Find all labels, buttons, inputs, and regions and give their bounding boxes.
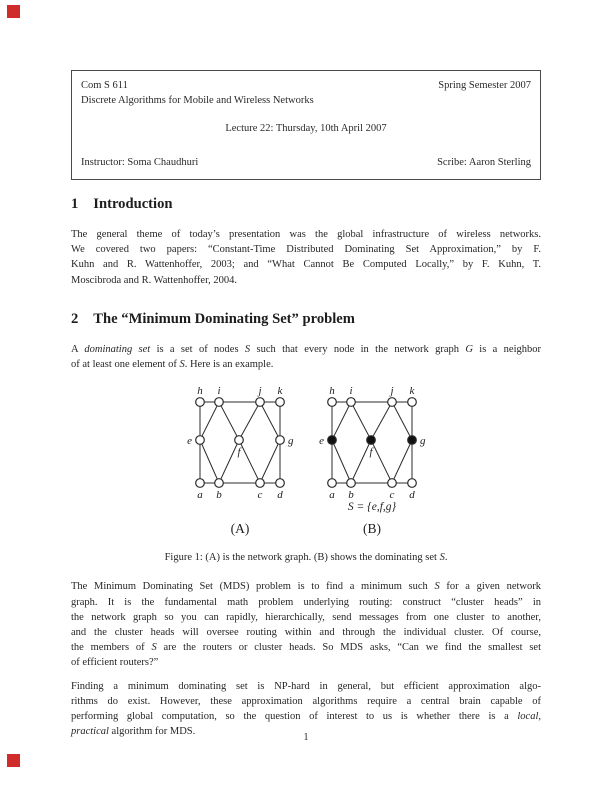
text-segment: . <box>444 552 448 564</box>
lecture-title: Lecture 22: Thursday, 10th April 2007 <box>225 123 387 134</box>
text-segment: The general theme of today’s presentation was the global infrastructure of wireless networks. <box>71 229 541 240</box>
text-segment: is a neighbor <box>472 343 541 355</box>
page-number: 1 <box>303 732 309 743</box>
text-segment: We covered two papers: “Constant-Time Distributed Dominating Set Approximation,” by F. <box>71 244 541 256</box>
graph-edge <box>371 440 392 483</box>
text-line <box>71 273 541 288</box>
node-label-k: k <box>409 386 415 398</box>
graph-node-b <box>215 479 224 488</box>
document-page <box>71 0 541 743</box>
graph-node-d <box>276 479 285 488</box>
text-segment: graph. It is the fundamental math problem underlying routing: construct “cluster heads” in <box>71 596 541 608</box>
scribe-label: Scribe: Aaron Sterling <box>437 157 531 168</box>
graph-edge <box>332 402 351 440</box>
italic-text: S <box>434 581 440 593</box>
graph-node-e <box>328 436 337 445</box>
text-line <box>71 342 541 357</box>
paragraph-introduction <box>71 227 541 288</box>
graph-edge <box>200 440 219 483</box>
graph-edge <box>392 440 412 483</box>
node-label-e: e <box>187 435 192 448</box>
graph-node-e <box>196 436 205 445</box>
graph-B <box>315 386 429 537</box>
node-label-g: g <box>288 435 294 448</box>
text-segment: performing global computation, so the question of interest to us is whether there is a <box>71 711 518 723</box>
text-line <box>71 610 541 625</box>
text-segment: the members of <box>71 642 152 654</box>
text-segment: of efficient routers?” <box>71 657 159 669</box>
text-line <box>71 640 541 655</box>
graph-node-d <box>408 479 417 488</box>
text-segment: , <box>538 711 541 723</box>
node-label-b: b <box>216 489 222 501</box>
node-label-c: c <box>389 489 395 501</box>
text-line <box>71 579 541 594</box>
graph-A <box>183 386 297 537</box>
graph-node-c <box>256 479 265 488</box>
graph-node-a <box>196 479 205 488</box>
graph-svg <box>315 386 429 500</box>
node-label-d: d <box>277 489 283 501</box>
graph-node-f <box>235 436 244 445</box>
node-label-i: i <box>217 386 221 398</box>
text-segment: of at least one element of <box>71 359 180 371</box>
course-name: Discrete Algorithms for Mobile and Wireless Networks <box>81 95 314 106</box>
text-line <box>71 357 541 372</box>
graph-edge <box>219 440 239 483</box>
text-line <box>71 655 541 670</box>
text-segment: rithms do exist. However, these approximation algorithms require a central brain capable of <box>71 695 541 707</box>
red-corner-marker-bottom-left <box>7 754 20 767</box>
italic-text: S <box>151 642 157 654</box>
graph-node-f <box>367 436 376 445</box>
graph-node-i <box>215 398 224 407</box>
text-segment: Kuhn and R. Wattenhoffer, 2003; and “What Cannot Be Computed Locally,” by F. Kuhn, T. <box>71 259 541 271</box>
graph-node-g <box>276 436 285 445</box>
text-line <box>71 257 541 272</box>
italic-text: practical <box>71 726 109 738</box>
graph-B-label: (B) <box>363 521 381 537</box>
graph-node-j <box>388 398 397 407</box>
section-1-heading <box>71 195 541 214</box>
figure-1 <box>71 386 541 565</box>
graph-edge <box>239 440 260 483</box>
section-2-heading <box>71 310 541 329</box>
node-label-a: a <box>329 489 335 501</box>
text-line <box>71 550 541 565</box>
graph-node-h <box>196 398 205 407</box>
italic-text: local <box>517 711 539 723</box>
italic-text: S <box>179 359 185 371</box>
text-segment: algorithm for MDS. <box>108 726 196 738</box>
graph-edge <box>351 440 371 483</box>
graph-node-b <box>347 479 356 488</box>
text-segment: The Minimum Dominating Set (MDS) problem is to find a minimum such <box>71 581 435 593</box>
text-segment: for a given network <box>439 581 541 593</box>
text-segment: and the cluster heads will oversee routing within and through the individual cluster. Of course, <box>71 627 541 639</box>
course-header-box <box>71 70 541 180</box>
graph-edge <box>239 402 260 440</box>
graph-node-i <box>347 398 356 407</box>
graph-edge <box>351 402 371 440</box>
text-segment: is a set of nodes <box>150 343 245 355</box>
node-label-k: k <box>277 386 283 398</box>
graph-A-label: (A) <box>230 521 250 537</box>
node-label-h: h <box>329 386 335 398</box>
node-label-j: j <box>258 386 262 398</box>
section-2-number: 2 <box>71 310 79 327</box>
italic-text: S <box>439 552 445 564</box>
text-segment: such that every node in the network graph <box>250 343 466 355</box>
section-1-title: Introduction <box>93 196 173 212</box>
graph-svg <box>183 386 297 500</box>
graph-edge <box>260 402 280 440</box>
paragraph-mds-problem <box>71 579 541 670</box>
text-segment: are the routers or cluster heads. So MDS asks, “Can we find the smallest set <box>156 642 541 654</box>
graph-edge <box>200 402 219 440</box>
node-label-j: j <box>390 386 394 398</box>
node-label-f: f <box>237 446 241 459</box>
section-2-title: The “Minimum Dominating Set” problem <box>93 310 355 327</box>
graph-node-j <box>256 398 265 407</box>
text-line <box>71 242 541 257</box>
text-segment: A <box>71 343 85 355</box>
graph-edge <box>260 440 280 483</box>
text-line <box>71 227 541 242</box>
text-line <box>71 625 541 640</box>
instructor-label: Instructor: Soma Chaudhuri <box>81 157 199 168</box>
text-line <box>71 679 541 694</box>
text-segment: Finding a minimum dominating set is NP-hard in general, but efficient approximation algo- <box>71 680 541 692</box>
node-label-d: d <box>409 489 415 501</box>
figure-graphs-row <box>71 386 541 537</box>
text-line <box>71 595 541 610</box>
node-label-f: f <box>369 446 373 459</box>
graph-node-g <box>408 436 417 445</box>
italic-text: S <box>244 343 251 355</box>
figure-caption <box>71 550 541 565</box>
header-row-bottom <box>81 155 531 170</box>
node-label-i: i <box>349 386 353 398</box>
header-row-top <box>81 78 531 93</box>
red-corner-marker-top-left <box>7 5 20 18</box>
paragraph-dominating-set-def <box>71 342 541 372</box>
graph-edge <box>392 402 412 440</box>
italic-text: G <box>465 343 473 355</box>
graph-edge <box>332 440 351 483</box>
section-1-number: 1 <box>71 196 79 212</box>
text-line <box>71 709 541 724</box>
semester-label: Spring Semester 2007 <box>438 80 531 91</box>
text-line <box>71 694 541 709</box>
graph-edge <box>219 402 239 440</box>
paragraph-np-hard <box>71 679 541 740</box>
node-label-e: e <box>319 435 324 448</box>
graph-B-set-label: S = {e,f,g} <box>347 501 397 514</box>
text-segment: the network graph so you can rapidly, hierarchically, send messages from one cluster to another, <box>71 611 541 623</box>
course-id: Com S 611 <box>81 80 128 91</box>
text-segment: Moscibroda and R. Wattenhoffer, 2004. <box>71 274 238 286</box>
node-label-h: h <box>197 386 203 398</box>
graph-node-k <box>276 398 285 407</box>
node-label-a: a <box>197 489 203 501</box>
graph-edge <box>371 402 392 440</box>
graph-node-c <box>388 479 397 488</box>
text-segment: Figure 1: (A) is the network graph. (B) shows the dominating set <box>164 552 440 564</box>
graph-node-a <box>328 479 337 488</box>
text-segment: . Here is an example. <box>184 359 274 371</box>
node-label-c: c <box>257 489 263 501</box>
graph-node-k <box>408 398 417 407</box>
graph-node-h <box>328 398 337 407</box>
node-label-b: b <box>348 489 354 501</box>
node-label-g: g <box>420 435 426 448</box>
italic-text: dominating set <box>84 343 151 355</box>
